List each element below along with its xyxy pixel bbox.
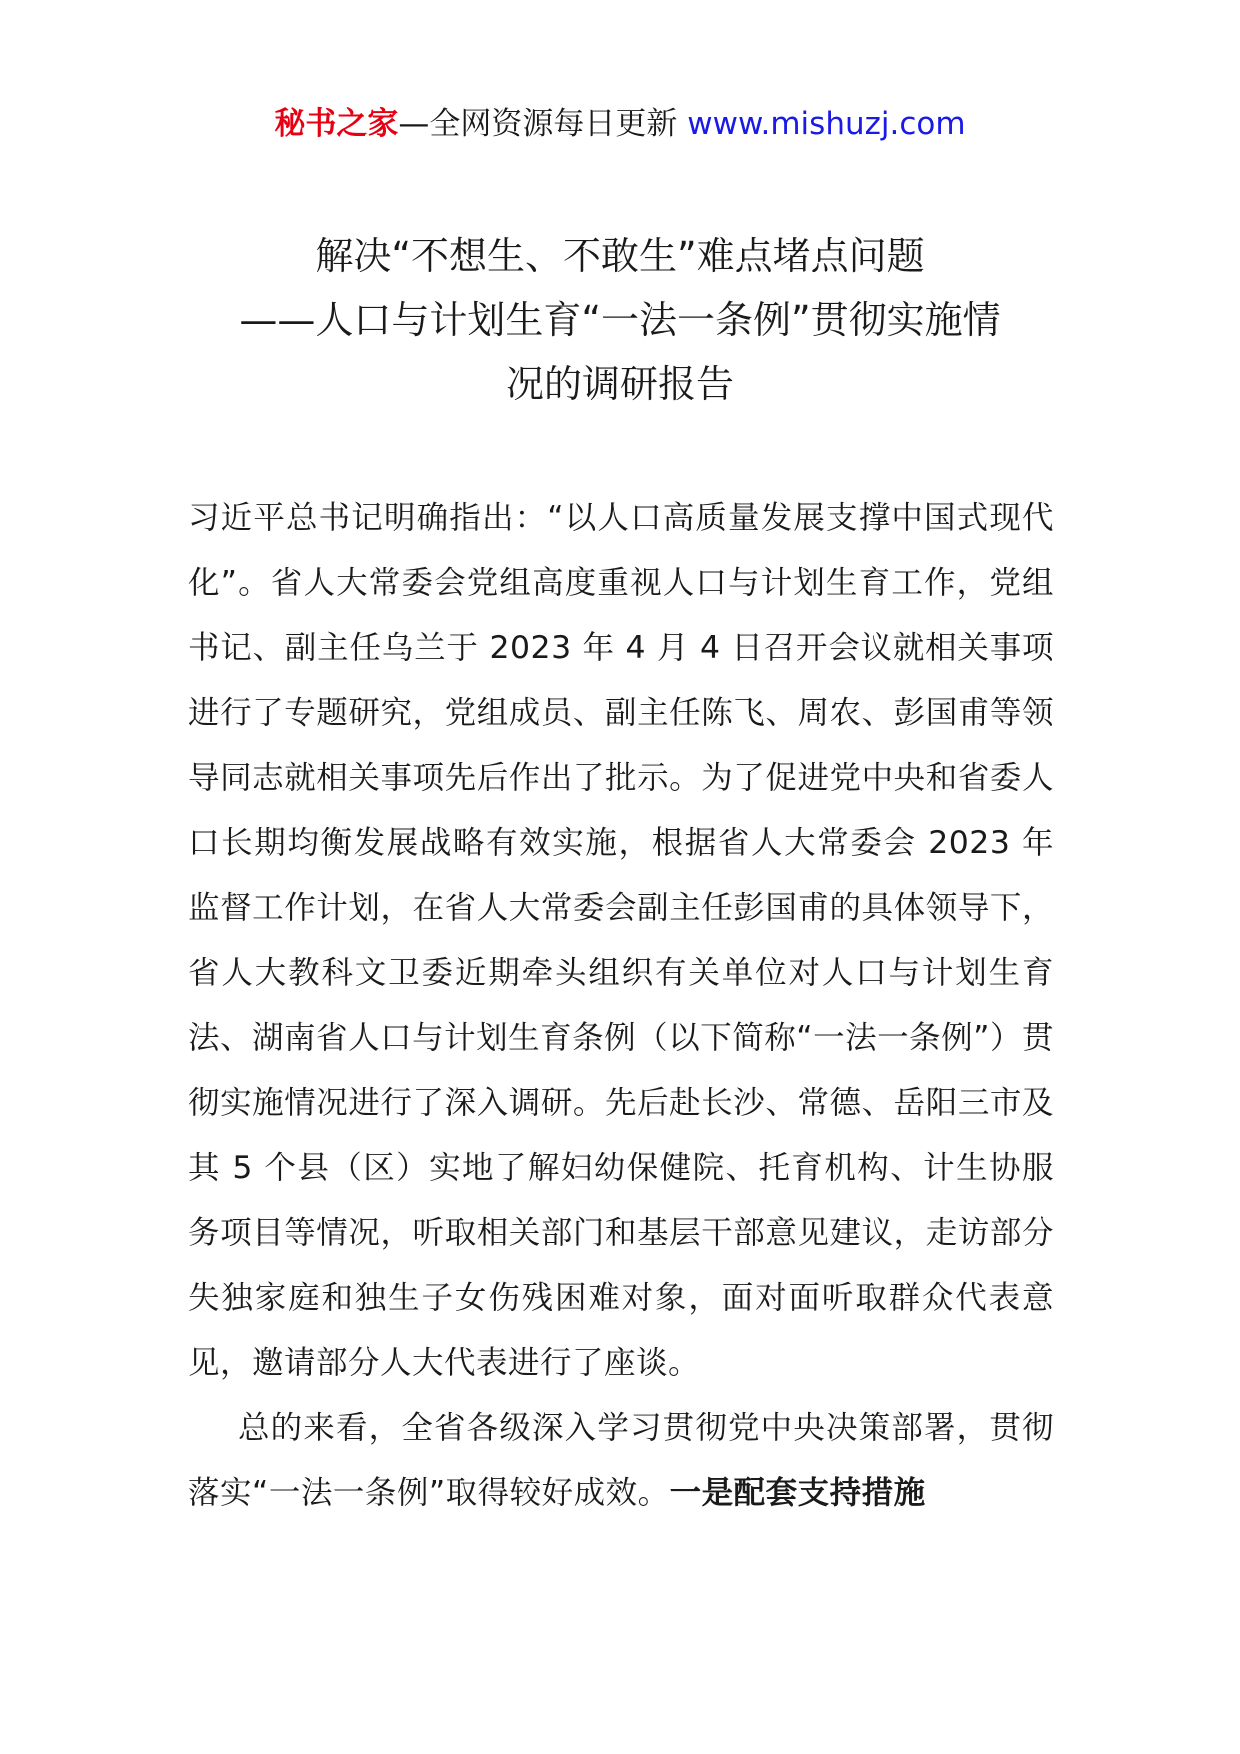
document-body: [188, 486, 1054, 1526]
body-paragraph-2: [188, 1396, 1054, 1526]
title-line-1: 解决“不想生、不敢生”难点堵点问题: [315, 234, 925, 278]
paragraph-2-text: 总的来看，全省各级深入学习贯彻党中央决策部署，贯彻落实“一法一条例”取得较好成效。: [188, 1410, 1054, 1511]
paragraph-2-emphasis: 一是配套支持措施: [669, 1475, 926, 1511]
body-paragraph-1: 习近平总书记明确指出：“以人口高质量发展支撑中国式现代化”。省人大常委会党组高度重视人口与计划生育工作，党组书记、副主任乌兰于 2023 年 4 月 4 日召开会议就相关事项进行了专题研究，党组成员、副主任陈飞、周农、彭国甫等领导同志就相关事项先后作出了批示。为了促进党中央和省委人口长期均衡发展战略有效实施，根据省人大常委会 2023 年监督工作计划，在省人大常委会副主任彭国甫的具体领导下，省人大教科文卫委近期牵头组织有关单位对人口与计划生育法、湖南省人口与计划生育条例（以下简称“一法一条例”）贯彻实施情况进行了深入调研。先后赴长沙、常德、岳阳三市及其 5 个县（区）实地了解妇幼保健院、托育机构、计生协服务项目等情况，听取相关部门和基层干部意见建议，走访部分失独家庭和独生子女伤残困难对象，面对面听取群众代表意见，邀请部分人大代表进行了座谈。: [188, 500, 1054, 1381]
brand-name: 秘书之家: [274, 106, 399, 142]
site-url-link[interactable]: www.mishuzj.com: [687, 106, 966, 142]
title-line-2: ——人口与计划生育“一法一条例”贯彻实施情: [239, 298, 1001, 342]
document-title: [185, 224, 1055, 416]
site-header-banner: [0, 100, 1240, 148]
header-tagline: —全网资源每日更新: [398, 106, 688, 142]
title-line-3: 况的调研报告: [505, 362, 734, 406]
